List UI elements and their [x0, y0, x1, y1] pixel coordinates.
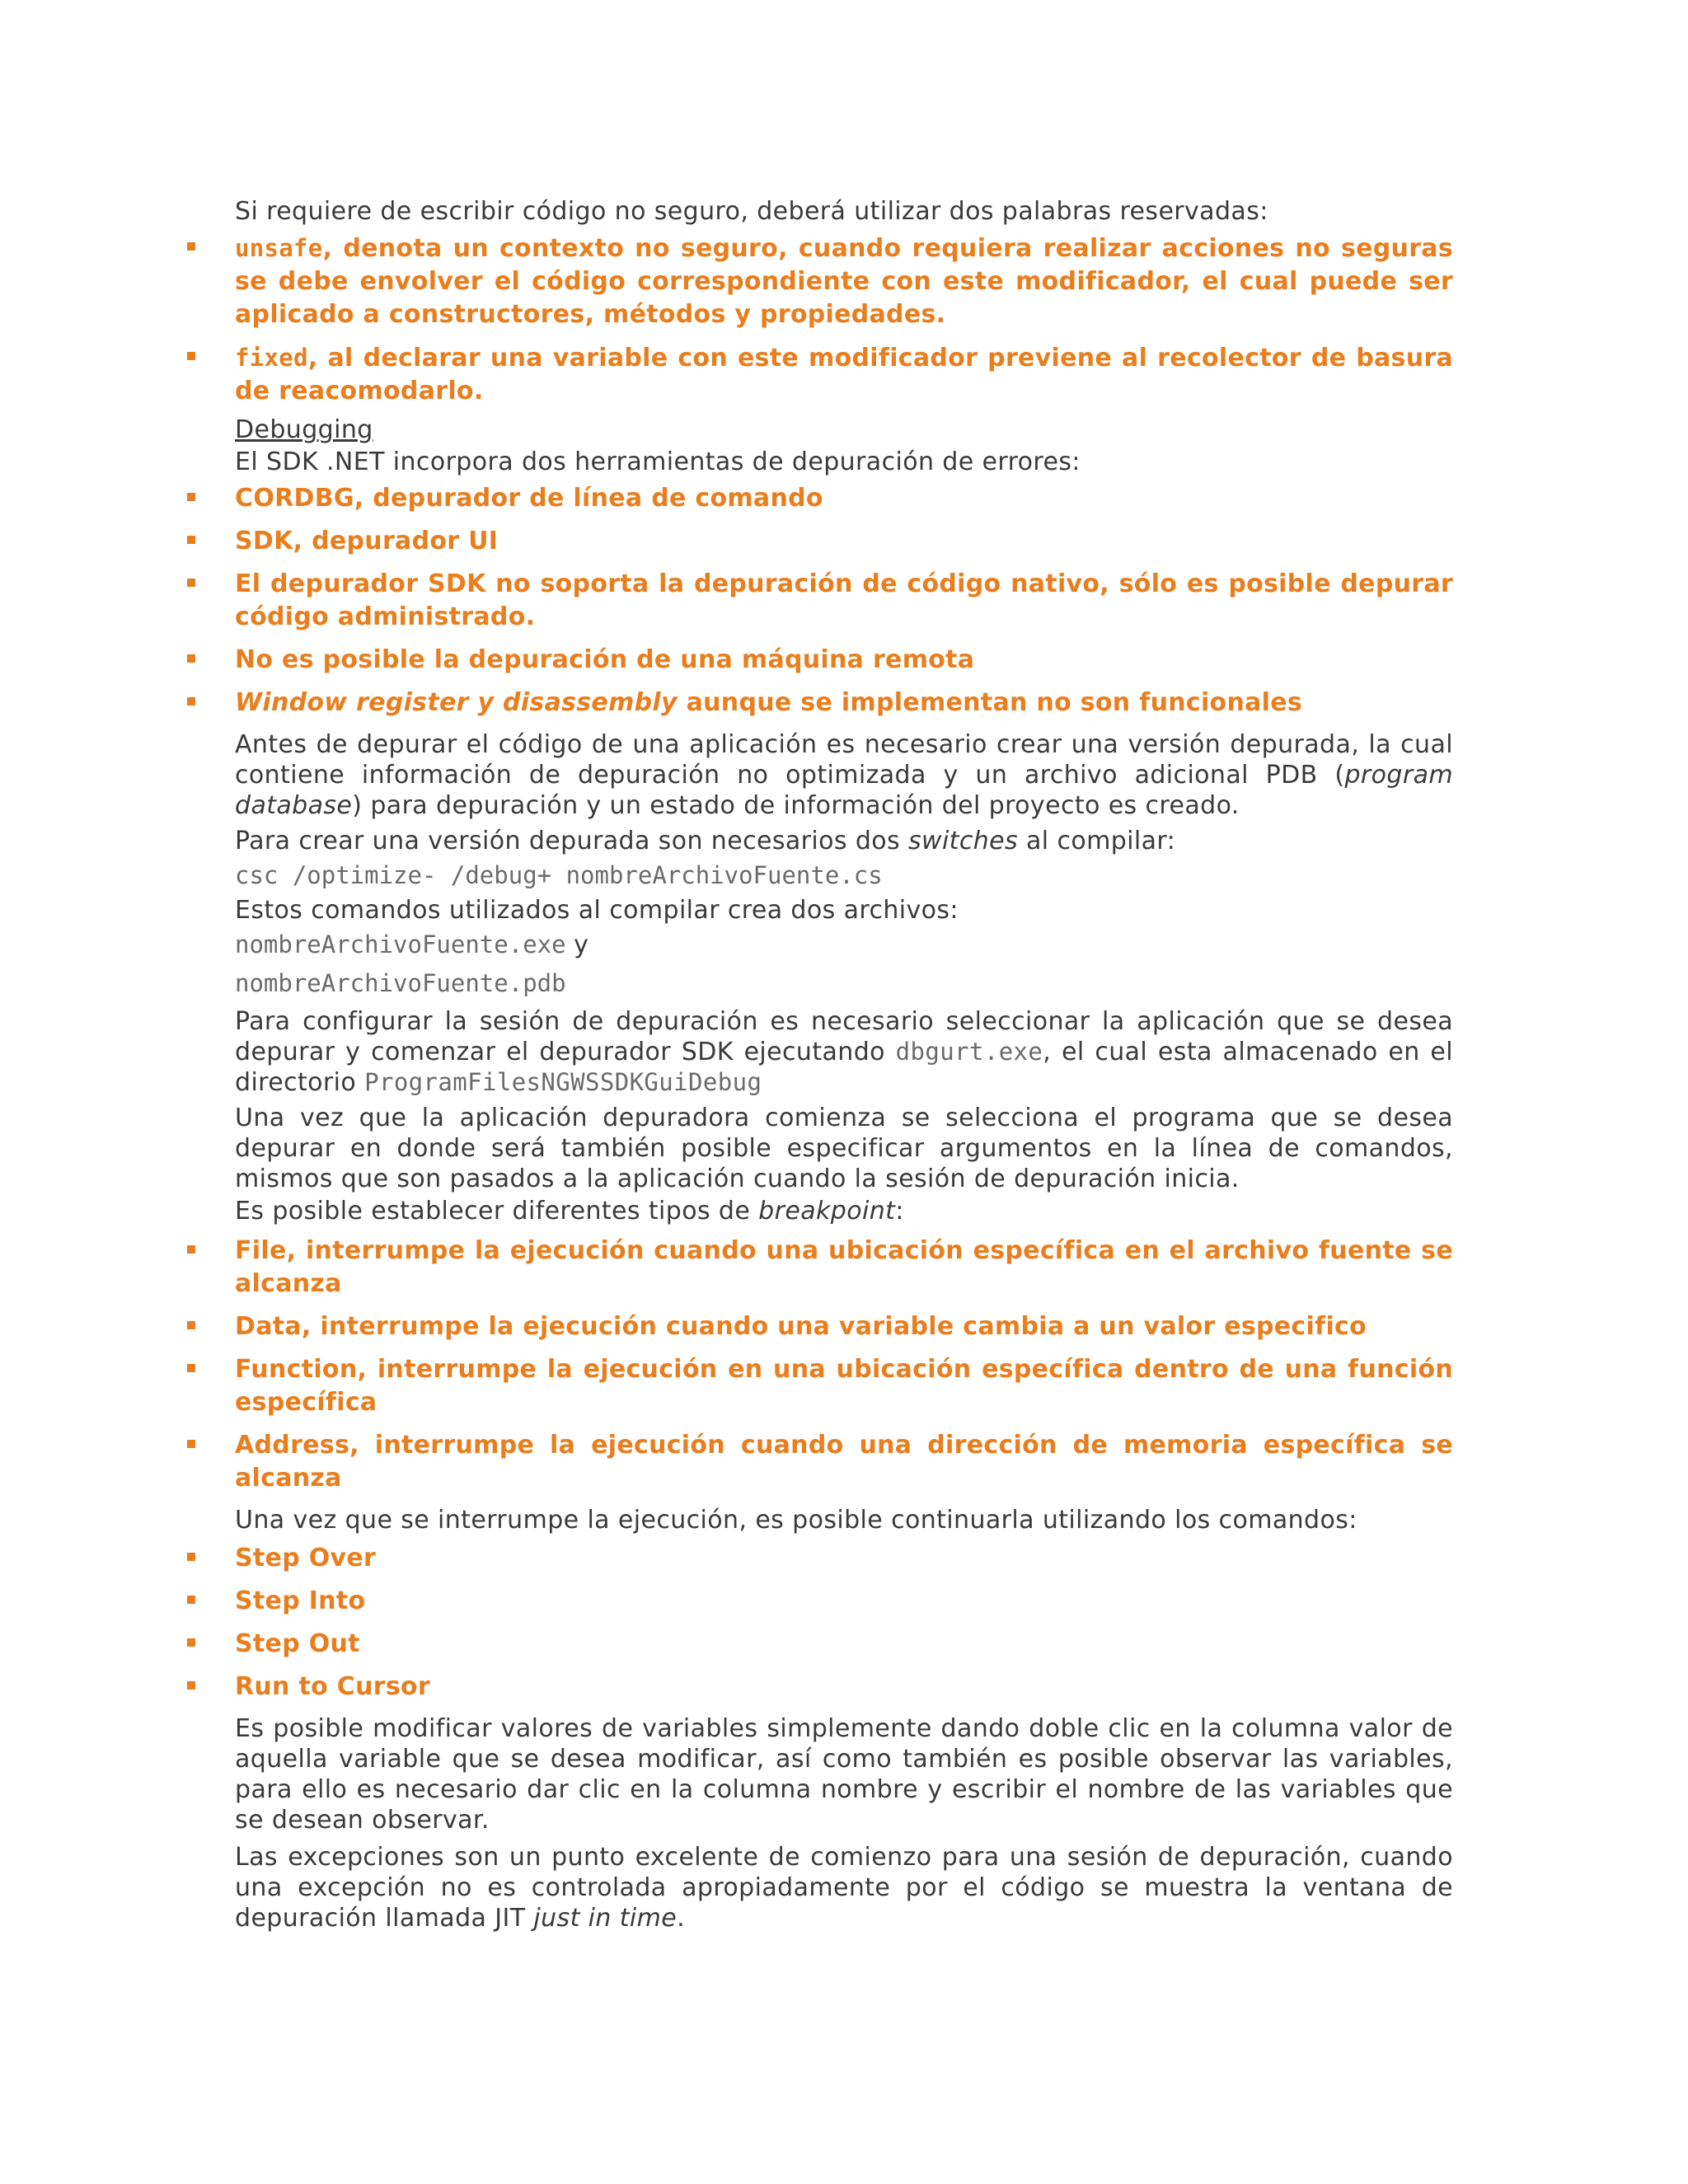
paragraph-text: .: [677, 1904, 686, 1933]
file-exe-line: [235, 926, 1453, 964]
bullet-square-icon: [187, 654, 195, 663]
paragraph-breakpoints: [235, 1196, 1453, 1226]
breakpoint-text: File, interrumpe la ejecución cuando una ubicación específica en el archivo fuente se alcanza: [235, 1236, 1453, 1298]
bullet-square-icon: [187, 242, 195, 251]
paragraph-italic: switches: [907, 827, 1019, 855]
paragraph-text: ) para depuración y un estado de información del proyecto es creado.: [352, 791, 1240, 820]
paragraph-italic: program database: [235, 761, 1453, 820]
document-page: [235, 196, 1453, 1938]
tool-text: El depurador SDK no soporta la depuración de código nativo, sólo es posible depurar código administrado.: [235, 569, 1453, 631]
breakpoint-item: [235, 1310, 1453, 1343]
code-text: nombreArchivoFuente.pdb: [235, 969, 566, 997]
paragraph-text: , el cual esta almacenado en el directorio: [235, 1038, 1453, 1097]
bullet-square-icon: [187, 1681, 195, 1690]
tool-item: [235, 525, 1453, 558]
paragraph-text: Para configurar la sesión de depuración es necesario seleccionar la aplicación que se desea depurar y comenzar el depurador SDK ejecutando: [235, 1007, 1453, 1066]
keyword-item-fixed: [235, 341, 1453, 408]
bullet-square-icon: [187, 579, 195, 587]
intro-text: Si requiere de escribir código no seguro, deberá utilizar dos palabras reservadas:: [235, 197, 1268, 226]
tool-text: CORDBG, depurador de línea de comando: [235, 484, 823, 513]
paragraph-text: Antes de depurar el código de una aplicación es necesario crear una versión depurada, la cual contiene información de depuración no optimizada y un archivo adicional PDB (: [235, 730, 1453, 790]
tool-item: [235, 482, 1453, 515]
tool-item-window-register: [235, 687, 1453, 719]
tool-text: SDK, depurador UI: [235, 527, 499, 555]
bullet-square-icon: [187, 1553, 195, 1561]
command-item: [235, 1628, 1453, 1661]
bullet-square-icon: [187, 1638, 195, 1647]
paragraph-italic: just in time: [533, 1904, 678, 1933]
command-text: Step Into: [235, 1586, 366, 1615]
paragraph-pdb: [235, 729, 1453, 821]
keyword-item-unsafe: [235, 232, 1453, 331]
paragraph-files: Estos comandos utilizados al compilar crea dos archivos:: [235, 896, 959, 925]
code-text: nombreArchivoFuente.exe: [235, 930, 566, 958]
bullet-square-icon: [187, 1245, 195, 1254]
bullet-square-icon: [187, 1596, 195, 1604]
bullet-square-icon: [187, 1321, 195, 1329]
file-pdb-line: [235, 964, 1453, 1003]
breakpoint-item: [235, 1353, 1453, 1419]
breakpoint-item: [235, 1235, 1453, 1301]
command-text: Step Out: [235, 1629, 360, 1658]
tool-item: [235, 644, 1453, 677]
paragraph-continue: Una vez que se interrumpe la ejecución, es posible continuarla utilizando los comandos:: [235, 1506, 1357, 1535]
paragraph-text: Para crear una versión depurada son necesarios dos: [235, 827, 908, 855]
keyword-code: unsafe: [235, 234, 323, 262]
paragraph-config: [235, 1006, 1453, 1098]
command-text: Step Over: [235, 1544, 377, 1572]
code-text: ProgramFilesNGWSSDKGuiDebug: [364, 1068, 762, 1096]
sdk-intro-text: El SDK .NET incorpora dos herramientas de depuración de errores:: [235, 448, 1081, 476]
tool-text: aunque se implementan no son funcionales: [677, 688, 1303, 717]
breakpoint-text: Function, interrumpe la ejecución en una ubicación específica dentro de una función específica: [235, 1355, 1453, 1417]
paragraph-italic: breakpoint: [758, 1197, 896, 1226]
bullet-square-icon: [187, 536, 195, 544]
keyword-description: , al declarar una variable con este modificador previene al recolector de basura de reacomodarlo.: [235, 344, 1453, 405]
command-item: [235, 1585, 1453, 1618]
breakpoint-text: Data, interrumpe la ejecución cuando una variable cambia a un valor especifico: [235, 1312, 1367, 1341]
code-text: csc /optimize- /debug+ nombreArchivoFuente.cs: [235, 861, 883, 889]
bullet-square-icon: [187, 1364, 195, 1372]
paragraph-text: y: [565, 930, 588, 959]
paragraph-text: Es posible establecer diferentes tipos de: [235, 1197, 759, 1226]
command-item: [235, 1542, 1453, 1575]
paragraph-exceptions: [235, 1842, 1453, 1933]
tool-text: No es posible la depuración de una máquina remota: [235, 645, 975, 674]
bullet-square-icon: [187, 352, 195, 360]
paragraph-text: al compilar:: [1018, 827, 1176, 855]
bullet-square-icon: [187, 1440, 195, 1448]
paragraph-text: :: [895, 1197, 904, 1226]
tool-item: [235, 568, 1453, 634]
tool-text-italic: Window register y disassembly: [235, 688, 678, 717]
command-item: [235, 1671, 1453, 1704]
paragraph-switches: [235, 826, 1453, 856]
paragraph-text: Las excepciones son un punto excelente de comienzo para una sesión de depuración, cuando una excepción no es controlada apropiadamente por el código se muestra la ventana de depuración llamada JIT: [235, 1843, 1453, 1933]
keyword-description: , denota un contexto no seguro, cuando requiera realizar acciones no seguras se debe envolver el código correspondiente con este modificador, el cual puede ser aplicado a constructores, métodos y propiedades.: [235, 234, 1453, 329]
bullet-square-icon: [187, 697, 195, 705]
bullet-square-icon: [187, 493, 195, 501]
code-text: dbgurt.exe: [895, 1038, 1043, 1066]
command-text: Run to Cursor: [235, 1672, 430, 1701]
keyword-code: fixed: [235, 344, 308, 372]
paragraph-variables: Es posible modificar valores de variables simplemente dando doble clic en la columna valor de aquella variable que se desea modificar, así como también es posible observar las variables, para ello es necesario dar clic en la columna nombre y escribir el nombre de las variables que se desean observar.: [235, 1714, 1453, 1835]
compile-command: [235, 856, 1453, 895]
breakpoint-text: Address, interrumpe la ejecución cuando una dirección de memoria específica se alcanza: [235, 1431, 1453, 1493]
breakpoint-item: [235, 1429, 1453, 1495]
debugging-heading: Debugging: [235, 415, 373, 444]
paragraph-launch: Una vez que la aplicación depuradora comienza se selecciona el programa que se desea depurar en donde será también posible especificar argumentos en la línea de comandos, mismos que son pasados a la aplicación cuando la sesión de depuración inicia.: [235, 1104, 1453, 1193]
